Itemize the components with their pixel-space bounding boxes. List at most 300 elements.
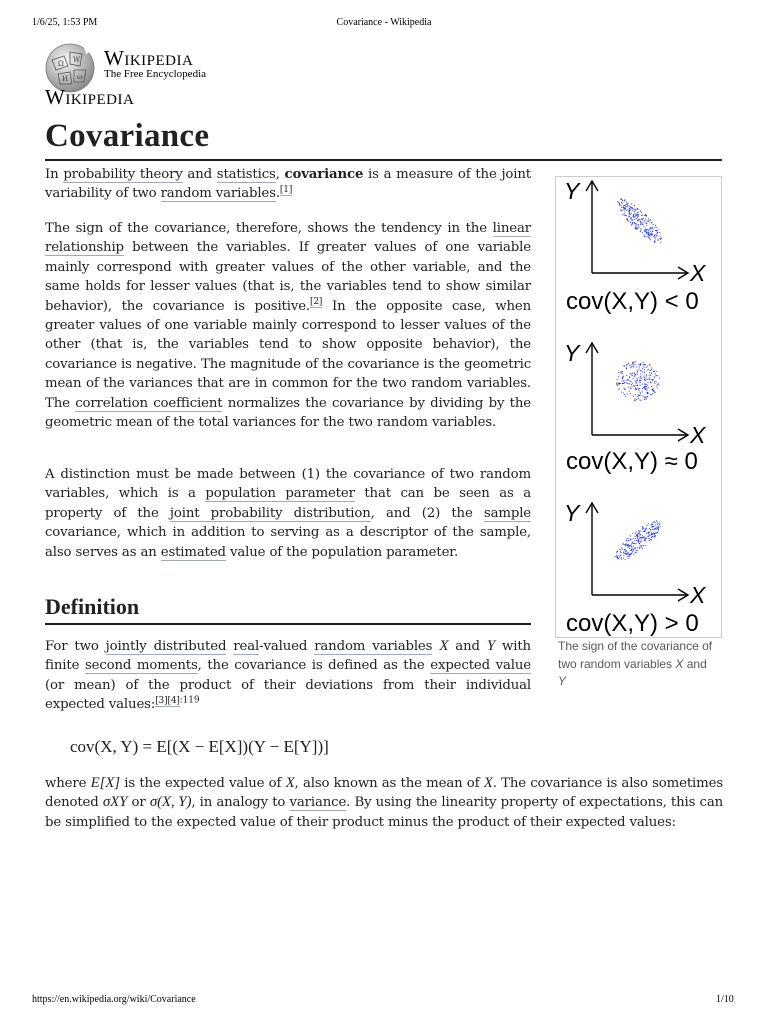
scatter-point (648, 523, 649, 524)
scatter-point (652, 379, 653, 380)
scatter-point (646, 215, 647, 216)
scatter-point (624, 382, 625, 383)
scatter-point (636, 366, 637, 367)
scatter-point (660, 239, 661, 240)
scatter-point (641, 218, 642, 219)
scatter-point (650, 234, 651, 235)
scatter-point (635, 533, 636, 534)
link-variance[interactable]: variance (289, 795, 347, 811)
scatter-point (617, 382, 618, 383)
scatter-point (628, 558, 629, 559)
scatter-point (641, 370, 642, 371)
scatter-point (649, 372, 650, 373)
scatter-point (642, 372, 643, 373)
scatter-point (637, 380, 638, 381)
scatter-point (631, 386, 632, 387)
scatter-point (641, 228, 642, 229)
scatter-point (618, 383, 619, 384)
scatter-point (646, 537, 647, 538)
scatter-point (659, 521, 660, 522)
scatter-point (647, 234, 648, 235)
scatter-point (655, 524, 656, 525)
print-datetime: 1/6/25, 1:53 PM (32, 17, 98, 28)
scatter-point (624, 544, 625, 545)
scatter-point (647, 396, 648, 397)
scatter-point (656, 381, 657, 382)
scatter-point (641, 212, 642, 213)
intro-paragraph-3: A distinction must be made between (1) the covariance of two random variables, which is a population parameter that can be seen as a property of the joint probability distribution, and (2) the sample covariance, which in addition to serving as a descriptor of the sample, also serves as an estimated value of the population parameter. (45, 467, 532, 560)
scatter-point (646, 374, 647, 375)
scatter-point (633, 396, 634, 397)
scatter-point (651, 233, 652, 234)
scatter-point (644, 235, 645, 236)
scatter-point (631, 549, 632, 550)
scatter-point (642, 545, 643, 546)
scatter-point (630, 393, 631, 394)
scatter-point (649, 374, 650, 375)
scatter-point (623, 388, 624, 389)
scatter-point (651, 524, 652, 525)
link-expected-value[interactable]: expected value (430, 658, 531, 674)
scatter-point (643, 224, 644, 225)
scatter-point (657, 523, 658, 524)
scatter-point (623, 553, 624, 554)
scatter-point (624, 213, 625, 214)
link-estimated[interactable]: estimated (160, 544, 226, 560)
link-random-variables[interactable]: random variables (160, 186, 276, 202)
scatter-point (630, 550, 631, 551)
link-second-moments[interactable]: second moments (84, 658, 198, 674)
scatter-point (652, 228, 653, 229)
scatter-point (642, 368, 643, 369)
scatter-point (649, 220, 650, 221)
scatter-point (655, 522, 656, 523)
scatter-point (637, 225, 638, 226)
scatter-point (636, 531, 637, 532)
scatter-point (643, 226, 644, 227)
scatter-point (652, 230, 653, 231)
scatter-point (625, 207, 626, 208)
scatter-point (636, 226, 637, 227)
scatter-point (632, 383, 633, 384)
scatter-point (640, 537, 641, 538)
scatter-point (650, 365, 651, 366)
scatter-point (652, 227, 653, 228)
scatter-point (629, 206, 630, 207)
cov-negative-label: cov(X,Y) < 0 (566, 288, 699, 315)
scatter-point (626, 375, 627, 376)
scatter-point (654, 235, 655, 236)
scatter-point (642, 384, 643, 385)
scatter-point (637, 537, 638, 538)
scatter-point (654, 529, 655, 530)
scatter-point (646, 225, 647, 226)
scatter-point (654, 392, 655, 393)
ref-1[interactable]: [1] (279, 184, 293, 195)
scatter-point (652, 526, 653, 527)
scatter-point (637, 396, 638, 397)
scatter-point (641, 546, 642, 547)
scatter-point (639, 369, 640, 370)
scatter-point (639, 364, 640, 365)
scatter-point (628, 554, 629, 555)
scatter-point (647, 369, 648, 370)
page-title: Covariance (45, 118, 722, 161)
scatter-point (645, 236, 646, 237)
scatter-point (644, 220, 645, 221)
scatter-point (645, 231, 646, 232)
scatter-point (637, 220, 638, 221)
scatter-point (653, 526, 654, 527)
scatter-point (629, 545, 630, 546)
scatter-point (617, 556, 618, 557)
scatter-point (628, 552, 629, 553)
scatter-point (634, 222, 635, 223)
scatter-point (636, 399, 637, 400)
scatter-point (656, 230, 657, 231)
scatter-point (637, 547, 638, 548)
term-covariance: covariance (284, 167, 364, 182)
scatter-point (648, 369, 649, 370)
y-axis-label: Y (564, 178, 580, 204)
scatter-point (631, 364, 632, 365)
scatter-point (654, 528, 655, 529)
link-random-variables-2[interactable]: random variables (314, 639, 433, 654)
scatter-point (623, 377, 624, 378)
scatter-point (649, 540, 650, 541)
scatter-point (637, 374, 638, 375)
scatter-point (641, 539, 642, 540)
scatter-point (625, 215, 626, 216)
scatter-point (647, 379, 648, 380)
scatter-point (632, 220, 633, 221)
scatter-point (651, 369, 652, 370)
scatter-point (625, 550, 626, 551)
scatter-point (645, 219, 646, 220)
scatter-point (652, 389, 653, 390)
scatter-point (644, 399, 645, 400)
scatter-point (623, 380, 624, 381)
scatter-point (623, 552, 624, 553)
scatter-point (632, 373, 633, 374)
scatter-point (642, 391, 643, 392)
link-population-parameter[interactable]: population parameter (205, 486, 355, 502)
scatter-point (644, 236, 645, 237)
link-probability-theory[interactable]: probability theory (63, 167, 183, 182)
scatter-point (626, 382, 627, 383)
scatter-point (628, 546, 629, 547)
scatter-point (653, 532, 654, 533)
scatter-point (642, 222, 643, 223)
scatter-point (640, 545, 641, 546)
scatter-point (638, 364, 639, 365)
scatter-point (653, 376, 654, 377)
scatter-point (646, 222, 647, 223)
scatter-point (654, 534, 655, 535)
link-linear-relationship[interactable]: linear relationship (45, 221, 531, 256)
scatter-point (657, 384, 658, 385)
scatter-point (653, 224, 654, 225)
scatter-point (652, 393, 653, 394)
scatter-point (660, 526, 661, 527)
scatter-point (650, 228, 651, 229)
scatter-point (651, 394, 652, 395)
scatter-point (647, 525, 648, 526)
scatter-point (631, 373, 632, 374)
scatter-point (635, 213, 636, 214)
scatter-point (618, 384, 619, 385)
scatter-point (624, 365, 625, 366)
wikipedia-wordmark[interactable]: Wikipedia (104, 46, 194, 70)
scatter-point (630, 539, 631, 540)
scatter-point (655, 373, 656, 374)
scatter-point (656, 371, 657, 372)
scatter-panel-zero (564, 340, 707, 475)
scatter-point (657, 375, 658, 376)
scatter-point (642, 388, 643, 389)
scatter-point (645, 545, 646, 546)
scatter-point (636, 383, 637, 384)
link-correlation-coefficient[interactable]: correlation coefficient (75, 395, 223, 411)
scatter-point (641, 537, 642, 538)
scatter-point (620, 205, 621, 206)
scatter-point (650, 370, 651, 371)
definition-paragraph-2: where E[X] is the expected value of X, also known as the mean of X. The covariance is also sometimes denoted σXY or σ(X, Y), in analogy to variance. By using the linearity property of expectations, this can be simplified to the expected value of their product minus the product of their expected values: (45, 775, 724, 830)
scatter-point (626, 551, 627, 552)
scatter-point (653, 388, 654, 389)
scatter-point (622, 544, 623, 545)
scatter-point (626, 367, 627, 368)
scatter-point (632, 366, 633, 367)
scatter-point (634, 228, 635, 229)
scatter-point (650, 231, 651, 232)
scatter-point (619, 203, 620, 204)
link-joint-probability-distribution[interactable]: joint probability distribution (169, 505, 371, 521)
scatter-point (644, 529, 645, 530)
scatter-point (621, 202, 622, 203)
scatter-point (645, 386, 646, 387)
scatter-point (634, 386, 635, 387)
y-axis-label: Y (564, 500, 580, 526)
scatter-point (639, 219, 640, 220)
scatter-point (644, 372, 645, 373)
figure-caption: The sign of the covariance of two random variables X and Y (558, 639, 713, 688)
scatter-point (621, 547, 622, 548)
scatter-point (654, 371, 655, 372)
link-sample[interactable]: sample (483, 505, 532, 521)
scatter-point (638, 216, 639, 217)
covariance-sign-figure[interactable] (555, 176, 722, 638)
svg-text:W: W (73, 56, 81, 64)
scatter-point (641, 378, 642, 379)
scatter-point (657, 235, 658, 236)
scatter-point (642, 527, 643, 528)
scatter-point (637, 388, 638, 389)
scatter-point (635, 550, 636, 551)
scatter-point (624, 550, 625, 551)
scatter-point (649, 238, 650, 239)
scatter-point (640, 231, 641, 232)
scatter-point (635, 374, 636, 375)
scatter-point (659, 238, 660, 239)
scatter-point (645, 229, 646, 230)
scatter-point (626, 554, 627, 555)
wikipedia-tagline: The Free Encyclopedia (104, 68, 207, 80)
scatter-point (631, 366, 632, 367)
scatter-point (654, 383, 655, 384)
scatter-point (650, 375, 651, 376)
scatter-point (638, 214, 639, 215)
scatter-point (625, 208, 626, 209)
scatter-point (638, 224, 639, 225)
scatter-point (621, 210, 622, 211)
scatter-point (631, 224, 632, 225)
scatter-point (622, 200, 623, 201)
scatter-point (640, 400, 641, 401)
scatter-point (616, 555, 617, 556)
scatter-point (620, 549, 621, 550)
y-axis-label: Y (564, 340, 580, 366)
scatter-point (633, 549, 634, 550)
scatter-point (622, 214, 623, 215)
scatter-point (638, 227, 639, 228)
scatter-point (628, 363, 629, 364)
scatter-point (640, 380, 641, 381)
scatter-point (645, 380, 646, 381)
scatter-point (640, 224, 641, 225)
scatter-point (628, 556, 629, 557)
scatter-point (640, 393, 641, 394)
scatter-point (642, 232, 643, 233)
scatter-point (625, 206, 626, 207)
scatter-point (644, 540, 645, 541)
scatter-point (645, 398, 646, 399)
scatter-point (635, 538, 636, 539)
scatter-point (659, 378, 660, 379)
scatter-point (617, 201, 618, 202)
scatter-point (627, 553, 628, 554)
scatter-point (652, 529, 653, 530)
scatter-point (649, 539, 650, 540)
scatter-point (626, 538, 627, 539)
scatter-point (658, 384, 659, 385)
scatter-point (650, 394, 651, 395)
scatter-point (655, 227, 656, 228)
scatter-point (634, 362, 635, 363)
scatter-point (640, 382, 641, 383)
scatter-point (636, 378, 637, 379)
scatter-point (631, 546, 632, 547)
scatter-point (642, 362, 643, 363)
wikipedia-wordmark-secondary: Wikipedia (45, 85, 135, 109)
scatter-point (638, 394, 639, 395)
scatter-point (644, 364, 645, 365)
scatter-point (645, 396, 646, 397)
ref-2[interactable]: [2] (310, 297, 323, 308)
scatter-point (633, 543, 634, 544)
scatter-point (659, 232, 660, 233)
scatter-point (648, 387, 649, 388)
ref-3-4[interactable]: [3][4] (155, 695, 180, 706)
scatter-point (633, 554, 634, 555)
scatter-point (647, 392, 648, 393)
scatter-point (650, 529, 651, 530)
scatter-point (643, 376, 644, 377)
link-real[interactable]: real (233, 639, 260, 654)
scatter-point (635, 536, 636, 537)
scatter-point (629, 208, 630, 209)
scatter-point (650, 382, 651, 383)
cov-positive-label: cov(X,Y) > 0 (566, 610, 699, 637)
scatter-point (637, 228, 638, 229)
scatter-point (624, 553, 625, 554)
scatter-point (620, 551, 621, 552)
svg-text:И: И (62, 75, 69, 83)
scatter-point (621, 207, 622, 208)
scatter-point (644, 231, 645, 232)
scatter-point (647, 385, 648, 386)
scatter-point (627, 221, 628, 222)
scatter-point (624, 205, 625, 206)
scatter-point (648, 538, 649, 539)
cov-zero-label: cov(X,Y) ≈ 0 (566, 448, 698, 475)
link-jointly-distributed[interactable]: jointly distributed (105, 639, 227, 654)
scatter-point (657, 528, 658, 529)
scatter-point (624, 201, 625, 202)
scatter-point (633, 217, 634, 218)
scatter-point (651, 386, 652, 387)
scatter-point (648, 230, 649, 231)
scatter-point (631, 213, 632, 214)
scatter-point (630, 208, 631, 209)
link-statistics[interactable]: statistics (216, 167, 276, 182)
scatter-point (658, 383, 659, 384)
scatter-point (630, 222, 631, 223)
scatter-point (646, 388, 647, 389)
scatter-point (634, 219, 635, 220)
scatter-point (661, 237, 662, 238)
scatter-point (624, 389, 625, 390)
scatter-panel-positive (564, 500, 707, 637)
scatter-point (632, 533, 633, 534)
scatter-point (629, 214, 630, 215)
scatter-point (637, 385, 638, 386)
scatter-point (639, 531, 640, 532)
scatter-point (636, 543, 637, 544)
scatter-point (646, 232, 647, 233)
scatter-point (638, 536, 639, 537)
scatter-point (659, 524, 660, 525)
scatter-point (626, 380, 627, 381)
scatter-point (658, 240, 659, 241)
scatter-point (630, 210, 631, 211)
scatter-point (643, 528, 644, 529)
scatter-point (634, 376, 635, 377)
scatter-point (632, 207, 633, 208)
scatter-point (640, 211, 641, 212)
scatter-point (651, 234, 652, 235)
scatter-point (625, 543, 626, 544)
scatter-point (644, 377, 645, 378)
scatter-point (646, 390, 647, 391)
scatter-point (620, 199, 621, 200)
scatter-point (629, 383, 630, 384)
scatter-point (657, 532, 658, 533)
scatter-point (640, 392, 641, 393)
scatter-point (638, 398, 639, 399)
scatter-point (632, 210, 633, 211)
scatter-point (640, 534, 641, 535)
